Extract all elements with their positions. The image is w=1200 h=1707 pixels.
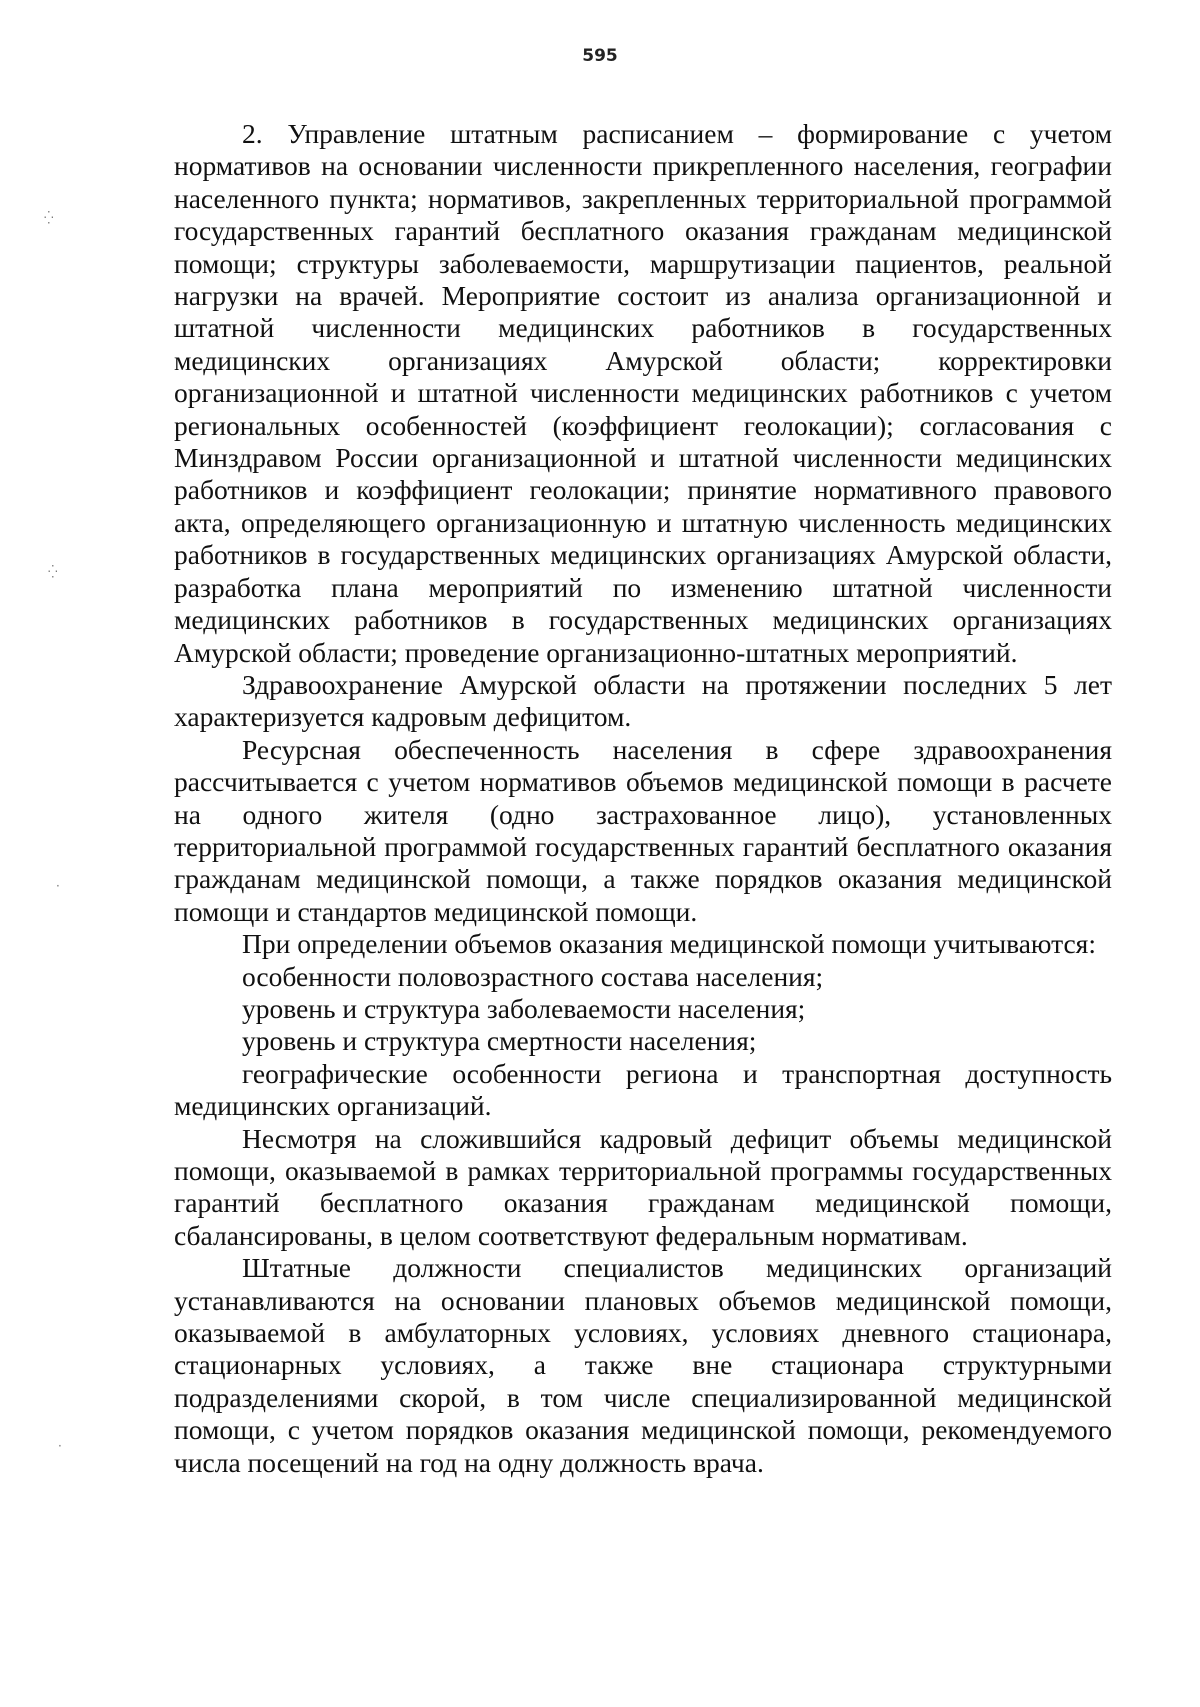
list-item: уровень и структура заболеваемости населения; — [242, 992, 806, 1024]
body-text — [174, 118, 1112, 1479]
paragraph: Несмотря на сложившийся кадровый дефицит объемы медицинской помощи, оказываемой в рамках территориальной программы государственных гарантий бесплатного оказания гражданам медицинской помощи, сбалансированы, в целом соответствуют федеральным нормативам. — [174, 1122, 1112, 1251]
paragraph: Штатные должности специалистов медицинских организаций устанавливаются на основании плановых объемов медицинской помощи, оказываемой в амбулаторных условиях, условиях дневного стационара, стационарных условиях, а также вне стационара структурными подразделениями скорой, в том числе специализированной медицинской помощи, с учетом порядков оказания медицинской помощи, рекомендуемого числа посещений на год на одну должность врача. — [174, 1252, 1112, 1478]
list-item: географические особенности региона и транспортная доступность медицинских организаций. — [174, 1057, 1112, 1122]
paragraph: При определении объемов оказания медицинской помощи учитываются: — [242, 928, 1096, 960]
paragraph: 2. Управление штатным расписанием – формирование с учетом нормативов на основании численности прикрепленного населения, географии населенного пункта; нормативов, закрепленных территориальной программой государственных гарантий бесплатного оказания гражданам медицинской помощи; структуры заболеваемости, маршрутизации пациентов, реальной нагрузки на врачей. Мероприятие состоит из анализа организационной и штатной численности медицинских работников в государственных медицинских организациях Амурской области; корректировки организационной и штатной численности медицинских работников с учетом региональных особенностей (коэффициент геолокации); согласования с Минздравом России организационной и штатной численности медицинских работников и коэффициент геолокации; принятие нормативного правового акта, определяющего организационную и штатную численность медицинских работников в государственных медицинских организациях Амурской области, разработка плана мероприятий по изменению штатной численности медицинских работников в государственных медицинских организациях Амурской области; проведение организационно-штатных мероприятий. — [174, 118, 1112, 668]
scan-speck: · — [58, 1439, 62, 1453]
list-item: особенности половозрастного состава населения; — [242, 960, 824, 992]
list-item: уровень и структура смертности населения; — [242, 1025, 757, 1057]
scan-speck: ⁛ — [48, 565, 58, 579]
scan-speck: ⁛ — [44, 211, 54, 225]
paragraph: Ресурсная обеспеченность населения в сфере здравоохранения рассчитывается с учетом нормативов объемов медицинской помощи в расчете на одного жителя (одно застрахованное лицо), установленных территориальной программой государственных гарантий бесплатного оказания гражданам медицинской помощи, а также порядков оказания медицинской помощи и стандартов медицинской помощи. — [174, 733, 1112, 927]
scan-speck: · — [56, 879, 60, 893]
page-number: 595 — [582, 46, 618, 66]
paragraph: Здравоохранение Амурской области на протяжении последних 5 лет характеризуется кадровым дефицитом. — [174, 668, 1112, 733]
